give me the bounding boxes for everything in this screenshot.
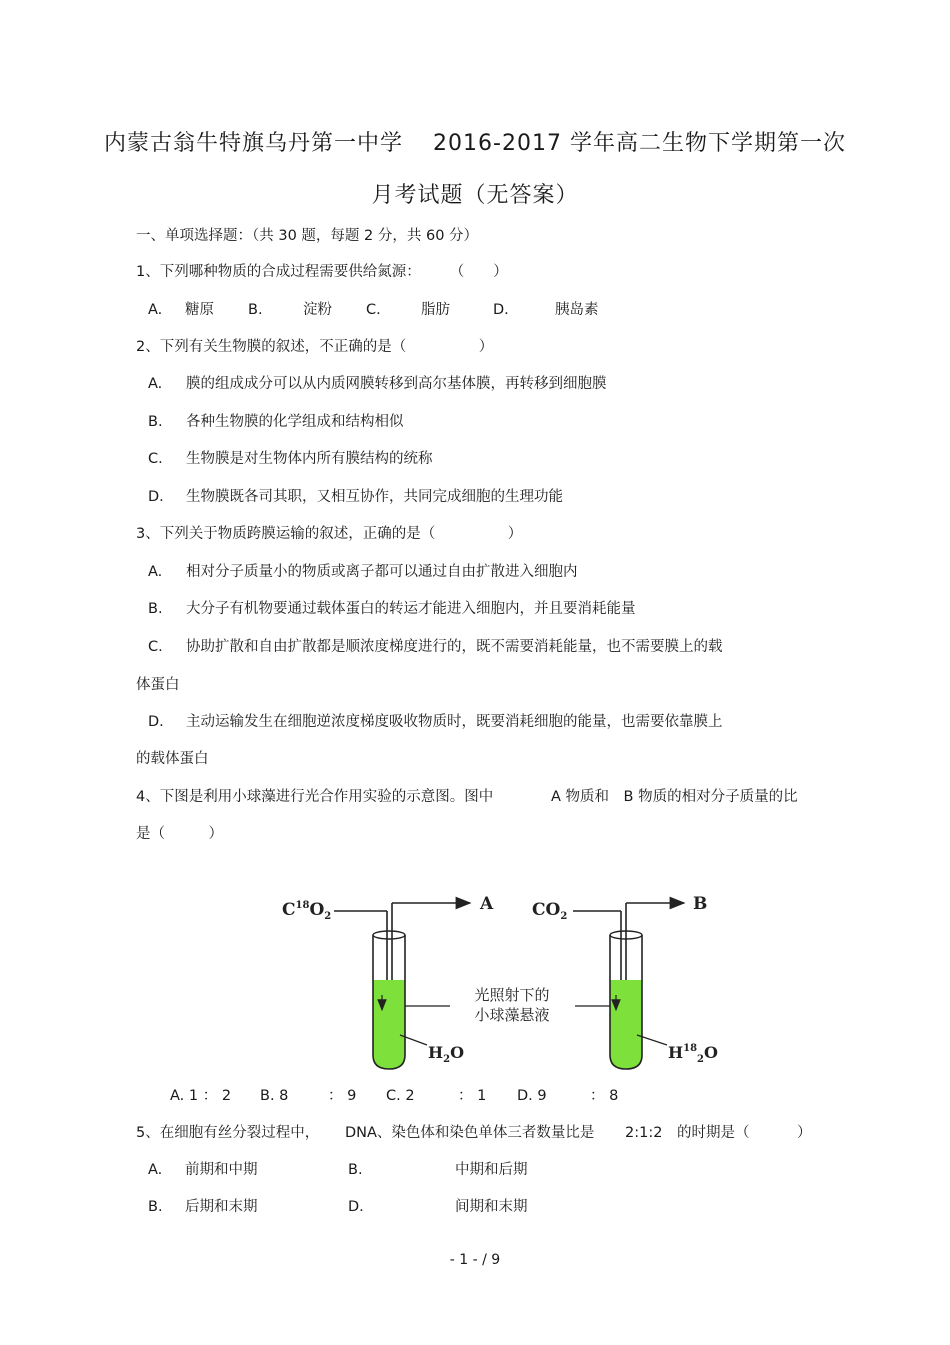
- right-water-label: $H^{18}_2O$: [668, 1043, 718, 1065]
- q2-option-b-letter: B.: [148, 414, 163, 430]
- question-5-stem-part-3: 2:1:2 的时期是（: [625, 1125, 750, 1141]
- q3-option-b: [148, 599, 636, 619]
- question-5-stem-part-2: DNA、染色体和染色单体三者数量比是: [345, 1125, 595, 1141]
- q4-stem-line-2: 是（ ）: [136, 826, 223, 842]
- q3-option-d-letter: D.: [148, 714, 164, 730]
- q4-option-d-ratio: ： 8: [590, 1088, 619, 1104]
- photosynthesis-experiment-figure: [270, 885, 740, 1075]
- left-output-label: A: [480, 894, 494, 914]
- q2-option-a-text: 膜的组成成分可以从内质网膜转移到高尔基体膜，再转移到细胞膜: [186, 376, 607, 392]
- q2-option-b: [148, 412, 404, 432]
- q4-stem-part-2: A 物质和 B 物质的相对分子质量的比: [551, 789, 798, 805]
- q2-option-a-letter: A.: [148, 376, 163, 392]
- q5-option-b-letter: B.: [348, 1162, 363, 1178]
- title-exam: 2016-2017 学年高二生物下学期第一次: [433, 131, 846, 156]
- q1-option-a-letter: A.: [148, 302, 163, 318]
- q3-option-c-letter: C.: [148, 639, 163, 655]
- q4-stem-part-1: 4、下图是利用小球藻进行光合作用实验的示意图。图中: [136, 789, 494, 805]
- q3-option-d-continuation: 的载体蛋白: [136, 751, 209, 767]
- q2-option-d-text: 生物膜既各司其职，又相互协作，共同完成细胞的生理功能: [186, 489, 563, 505]
- q1-option-d-letter: D.: [493, 302, 509, 318]
- q4-option-d: D. 9: [517, 1088, 547, 1104]
- q3-option-a: [148, 562, 578, 582]
- q5-option-a-letter: A.: [148, 1162, 163, 1178]
- q3-option-a-text: 相对分子质量小的物质或离子都可以通过自由扩散进入细胞内: [186, 564, 578, 580]
- right-input-label: $CO_2$: [532, 900, 568, 922]
- q1-option-c-text: 脂肪: [421, 302, 450, 318]
- q3-option-c-continuation: 体蛋白: [136, 677, 180, 693]
- q5-option-a-text: 前期和中期: [185, 1162, 258, 1178]
- left-water-label: $H_2O$: [428, 1043, 465, 1065]
- question-4-options: [170, 1086, 670, 1106]
- q5-options-row-2: [148, 1197, 648, 1217]
- q2-option-c-letter: C.: [148, 451, 163, 467]
- q4-option-b: B. 8: [260, 1088, 289, 1104]
- question-1-options: [148, 300, 748, 320]
- document-title-line-2: 月考试题（无答案）: [371, 183, 579, 208]
- left-input-label: $C^{18}O_2$: [282, 900, 332, 922]
- q5-option-d-letter: D.: [348, 1199, 364, 1215]
- q1-option-c-letter: C.: [366, 302, 381, 318]
- q1-option-b-letter: B.: [248, 302, 263, 318]
- q3-option-d: [148, 712, 723, 732]
- q2-option-b-text: 各种生物膜的化学组成和结构相似: [186, 414, 404, 430]
- question-5-stem-part-4: ）: [797, 1125, 812, 1141]
- q5-option-b-text: 中期和后期: [455, 1162, 528, 1178]
- q3-option-a-letter: A.: [148, 564, 163, 580]
- experiment-diagram: [270, 885, 740, 1075]
- q1-option-b-text: 淀粉: [303, 302, 332, 318]
- q3-option-c: [148, 637, 723, 657]
- q2-option-d-letter: D.: [148, 489, 164, 505]
- question-1-stem: 1、下列哪种物质的合成过程需要供给氮源： （ ）: [136, 264, 508, 280]
- q5-option-c-letter: B.: [148, 1199, 163, 1215]
- q1-option-a-text: 糖原: [185, 302, 214, 318]
- page-number: - 1 - / 9: [449, 1252, 501, 1268]
- q4-option-c-ratio: ： 1: [458, 1088, 487, 1104]
- center-label-line-2: 小球藻悬液: [474, 1006, 550, 1024]
- left-tube-rim: [373, 931, 405, 939]
- q5-options-row-1: [148, 1160, 648, 1180]
- q1-option-d-text: 胰岛素: [555, 302, 599, 318]
- title-school: 内蒙古翁牛特旗乌丹第一中学: [104, 131, 404, 156]
- q2-option-c-text: 生物膜是对生物体内所有膜结构的统称: [186, 451, 433, 467]
- q3-option-c-text: 协助扩散和自由扩散都是顺浓度梯度进行的，既不需要消耗能量，也不需要膜上的载: [186, 639, 723, 655]
- q3-option-b-text: 大分子有机物要通过载体蛋白的转运才能进入细胞内，并且要消耗能量: [186, 601, 636, 617]
- q4-option-a: A. 1 ： 2: [170, 1088, 232, 1104]
- q4-option-b-ratio: ： 9: [328, 1088, 357, 1104]
- right-output-label: B: [693, 894, 708, 914]
- question-3-stem: 3、下列关于物质跨膜运输的叙述，正确的是（ ）: [136, 526, 523, 542]
- document-title-line-1: [0, 126, 950, 157]
- section-heading: 一、单项选择题：（共 30 题，每题 2 分，共 60 分）: [136, 228, 479, 244]
- q3-option-d-text: 主动运输发生在细胞逆浓度梯度吸收物质时，既要消耗细胞的能量，也需要依靠膜上: [186, 714, 723, 730]
- right-tube-liquid: [610, 980, 642, 1069]
- q5-option-c-text: 后期和末期: [185, 1199, 258, 1215]
- q2-option-c: [148, 449, 433, 469]
- question-4-stem: [136, 787, 493, 807]
- left-tube-liquid: [373, 980, 405, 1069]
- q2-option-d: [148, 487, 563, 507]
- q4-option-c: C. 2: [386, 1088, 415, 1104]
- question-2-stem: 2、下列有关生物膜的叙述，不正确的是（ ）: [136, 339, 494, 355]
- q5-option-d-text: 间期和末期: [455, 1199, 528, 1215]
- q3-option-b-letter: B.: [148, 601, 163, 617]
- q2-option-a: [148, 374, 607, 394]
- question-5-stem-part-1: 5、在细胞有丝分裂过程中，: [136, 1125, 320, 1141]
- center-label-line-1: 光照射下的: [474, 986, 550, 1004]
